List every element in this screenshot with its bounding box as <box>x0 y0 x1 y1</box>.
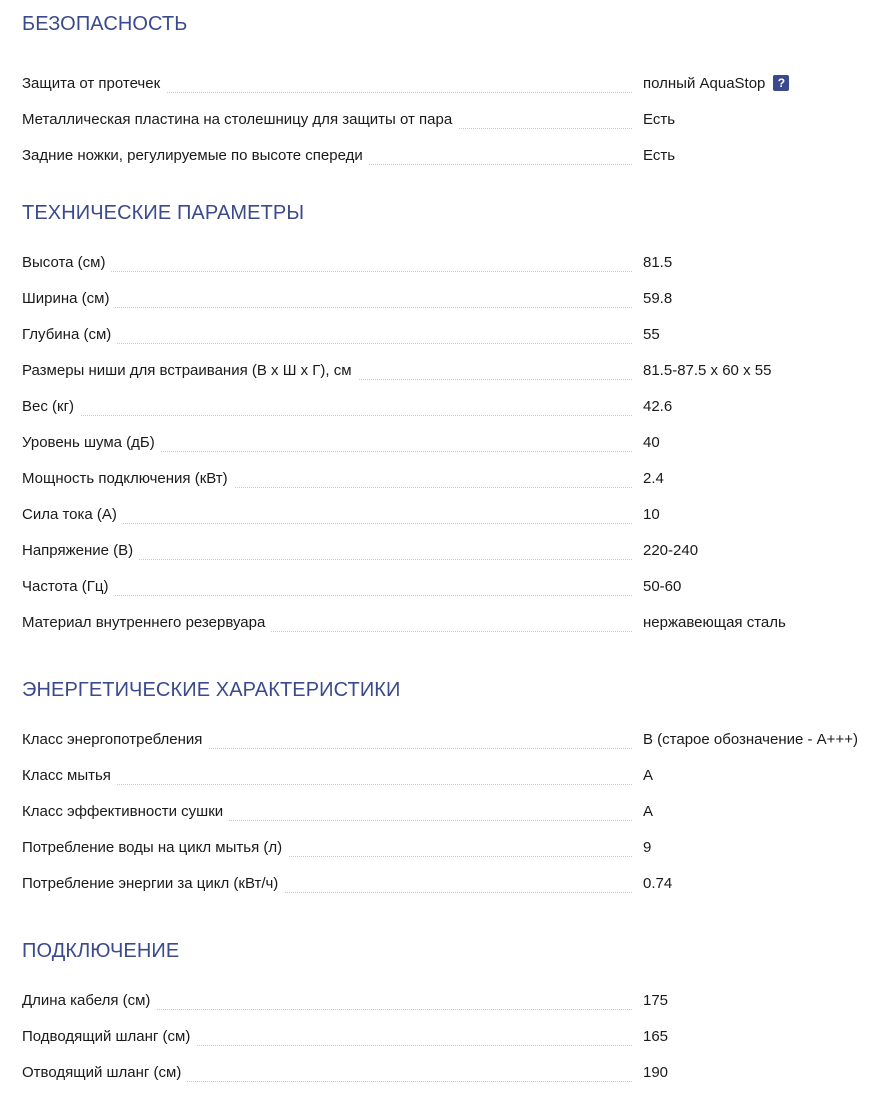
section-title: ЭНЕРГЕТИЧЕСКИЕ ХАРАКТЕРИСТИКИ <box>22 679 401 701</box>
spec-value: 220-240 <box>643 542 699 559</box>
spec-row-energy-class <box>22 730 879 754</box>
spec-row-niche-size <box>22 361 879 385</box>
spec-row-rear-feet <box>22 146 879 170</box>
spec-value: 165 <box>643 1028 669 1045</box>
dotted-leader <box>22 271 632 272</box>
spec-value: 40 <box>643 434 660 451</box>
spec-value: A <box>643 803 654 820</box>
spec-label: Защита от протечек <box>22 74 166 94</box>
spec-value: 81.5-87.5 x 60 x 55 <box>643 362 772 379</box>
spec-row-cable-length <box>22 991 879 1015</box>
spec-value-text: полный AquaStop <box>643 75 766 92</box>
dotted-leader <box>22 415 632 416</box>
spec-row-energy-consumption <box>22 874 879 898</box>
spec-row-power <box>22 469 879 493</box>
section-title: ПОДКЛЮЧЕНИЕ <box>22 940 180 962</box>
spec-row-drain-hose <box>22 1063 879 1087</box>
spec-value: Есть <box>643 111 676 128</box>
spec-label: Мощность подключения (кВт) <box>22 469 234 489</box>
spec-label: Потребление энергии за цикл (кВт/ч) <box>22 874 284 894</box>
spec-label: Потребление воды на цикл мытья (л) <box>22 838 288 858</box>
spec-label: Ширина (см) <box>22 289 115 309</box>
spec-label: Отводящий шланг (см) <box>22 1063 187 1083</box>
spec-row-tank-material <box>22 613 879 637</box>
spec-label: Класс мытья <box>22 766 117 786</box>
spec-row-inlet-hose <box>22 1027 879 1051</box>
spec-value: 190 <box>643 1064 669 1081</box>
spec-row-current <box>22 505 879 529</box>
spec-row-noise <box>22 433 879 457</box>
spec-value: 81.5 <box>643 254 673 271</box>
section-title: БЕЗОПАСНОСТЬ <box>22 13 188 35</box>
spec-value <box>643 74 789 94</box>
spec-label: Вес (кг) <box>22 397 80 417</box>
spec-row-wash-class <box>22 766 879 790</box>
spec-row-height <box>22 253 879 277</box>
spec-label: Длина кабеля (см) <box>22 991 156 1011</box>
spec-value: 42.6 <box>643 398 673 415</box>
spec-value: 2.4 <box>643 470 664 487</box>
spec-label: Класс энергопотребления <box>22 730 208 750</box>
spec-value: нержавеющая сталь <box>643 614 786 631</box>
spec-value: A <box>643 767 654 784</box>
spec-row-leak-protection <box>22 74 879 98</box>
spec-value: 9 <box>643 839 652 856</box>
spec-label: Металлическая пластина на столешницу для защиты от пара <box>22 110 458 130</box>
spec-label: Размеры ниши для встраивания (В х Ш х Г), см <box>22 361 358 381</box>
spec-row-voltage <box>22 541 879 565</box>
spec-row-frequency <box>22 577 879 601</box>
spec-value: 59.8 <box>643 290 673 307</box>
spec-label: Класс эффективности сушки <box>22 802 229 822</box>
spec-row-water-consumption <box>22 838 879 862</box>
spec-row-width <box>22 289 879 313</box>
spec-row-weight <box>22 397 879 421</box>
spec-value: 50-60 <box>643 578 682 595</box>
help-icon[interactable]: ? <box>773 75 789 91</box>
spec-value: 55 <box>643 326 660 343</box>
spec-value: Есть <box>643 147 676 164</box>
spec-label: Уровень шума (дБ) <box>22 433 161 453</box>
spec-row-dry-class <box>22 802 879 826</box>
spec-value: B (старое обозначение - A+++) <box>643 731 858 748</box>
spec-label: Материал внутреннего резервуара <box>22 613 271 633</box>
spec-label: Сила тока (А) <box>22 505 123 525</box>
spec-row-depth <box>22 325 879 349</box>
spec-label: Глубина (см) <box>22 325 117 345</box>
spec-value: 0.74 <box>643 875 673 892</box>
spec-label: Частота (Гц) <box>22 577 114 597</box>
spec-value: 10 <box>643 506 660 523</box>
spec-label: Напряжение (В) <box>22 541 139 561</box>
spec-label: Задние ножки, регулируемые по высоте спереди <box>22 146 369 166</box>
section-title: ТЕХНИЧЕСКИЕ ПАРАМЕТРЫ <box>22 202 305 224</box>
spec-row-steam-plate <box>22 110 879 134</box>
spec-label: Высота (см) <box>22 253 111 273</box>
spec-value: 175 <box>643 992 669 1009</box>
spec-label: Подводящий шланг (см) <box>22 1027 196 1047</box>
